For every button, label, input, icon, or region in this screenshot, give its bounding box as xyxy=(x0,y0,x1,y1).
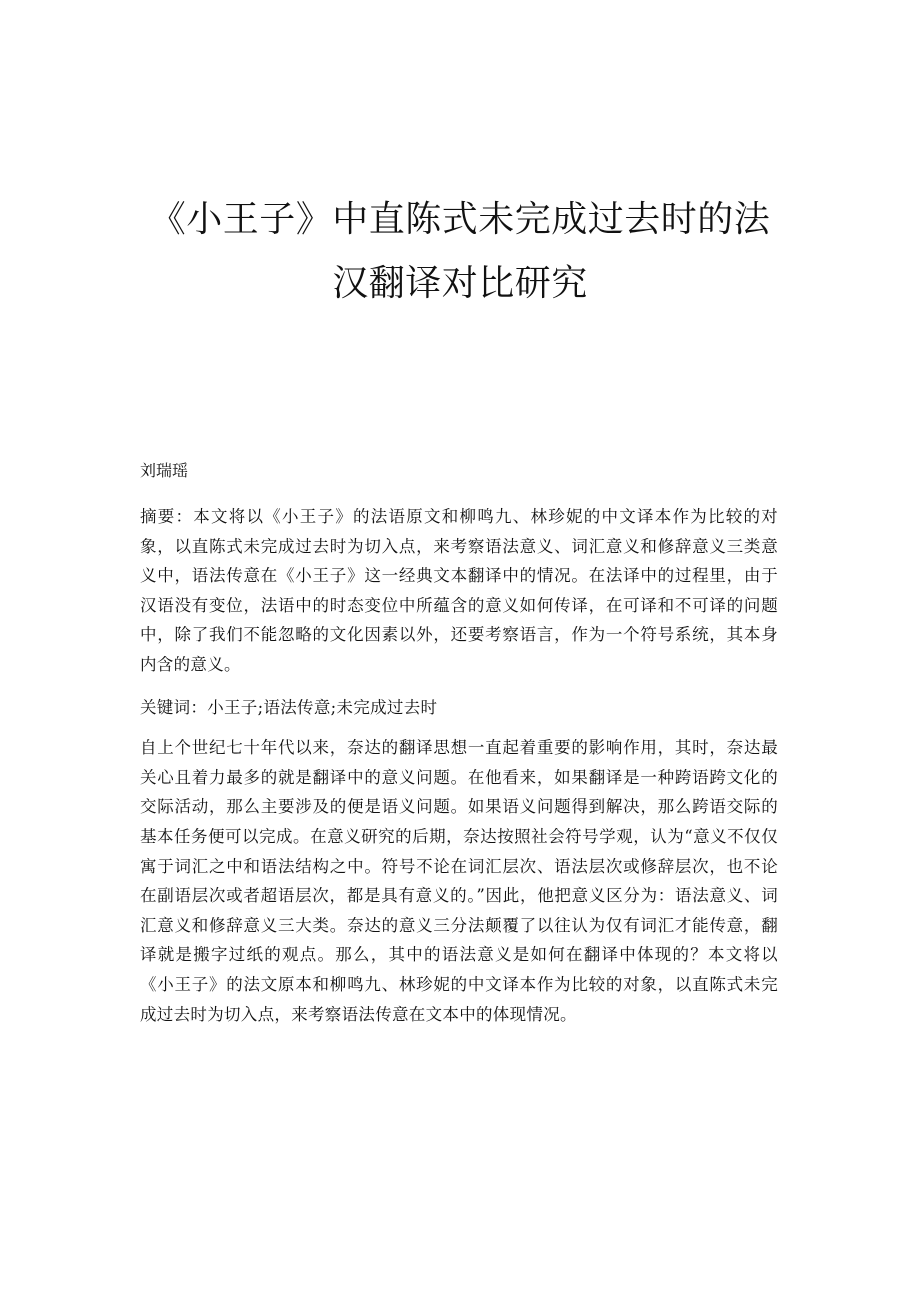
paper-title xyxy=(120,188,800,316)
author-name: 刘瑞瑶 xyxy=(140,461,189,480)
abstract-paragraph: 摘要：本文将以《小王子》的法语原文和柳鸣九、林珍妮的中文译本作为比较的对象，以直陈式未完成过去时为切入点，来考察语法意义、词汇意义和修辞意义三类意义中，语法传意在《小王子》这一经典文本翻译中的情况。在法译中的过程里，由于汉语没有变位，法语中的时态变位中所蕴含的意义如何传译，在可译和不可译的问题中，除了我们不能忽略的文化因素以外，还要考察语言，作为一个符号系统，其本身内含的意义。 xyxy=(140,507,778,674)
keywords-line: 关键词：小王子;语法传意;未完成过去时 xyxy=(140,697,438,717)
paper-title-line-2: 汉翻译对比研究 xyxy=(332,263,588,304)
body-paragraph: 自上个世纪七十年代以来，奈达的翻译思想一直起着重要的影响作用，其时，奈达最关心且着力最多的就是翻译中的意义问题。在他看来，如果翻译是一种跨语跨文化的交际活动，那么主要涉及的便是语义问题。如果语义问题得到解决，那么跨语交际的基本任务便可以完成。在意义研究的后期，奈达按照社会符号学观，认为“意义不仅仅寓于词汇之中和语法结构之中。符号不论在词汇层次、语法层次或修辞层次，也不论在副语层次或者超语层次，都是具有意义的。”因此，他把意义区分为：语法意义、词汇意义和修辞意义三大类。奈达的意义三分法颠覆了以往认为仅有词汇才能传意，翻译就是搬字过纸的观点。那么，其中的语法意义是如何在翻译中体现的？本文将以《小王子》的法文原本和柳鸣九、林珍妮的中文译本作为比较的对象，以直陈式未完成过去时为切入点，来考察语法传意在文本中的体现情况。 xyxy=(140,738,778,1024)
paper-title-line-1: 《小王子》中直陈式未完成过去时的法 xyxy=(149,199,771,240)
paper-content xyxy=(140,456,778,1042)
